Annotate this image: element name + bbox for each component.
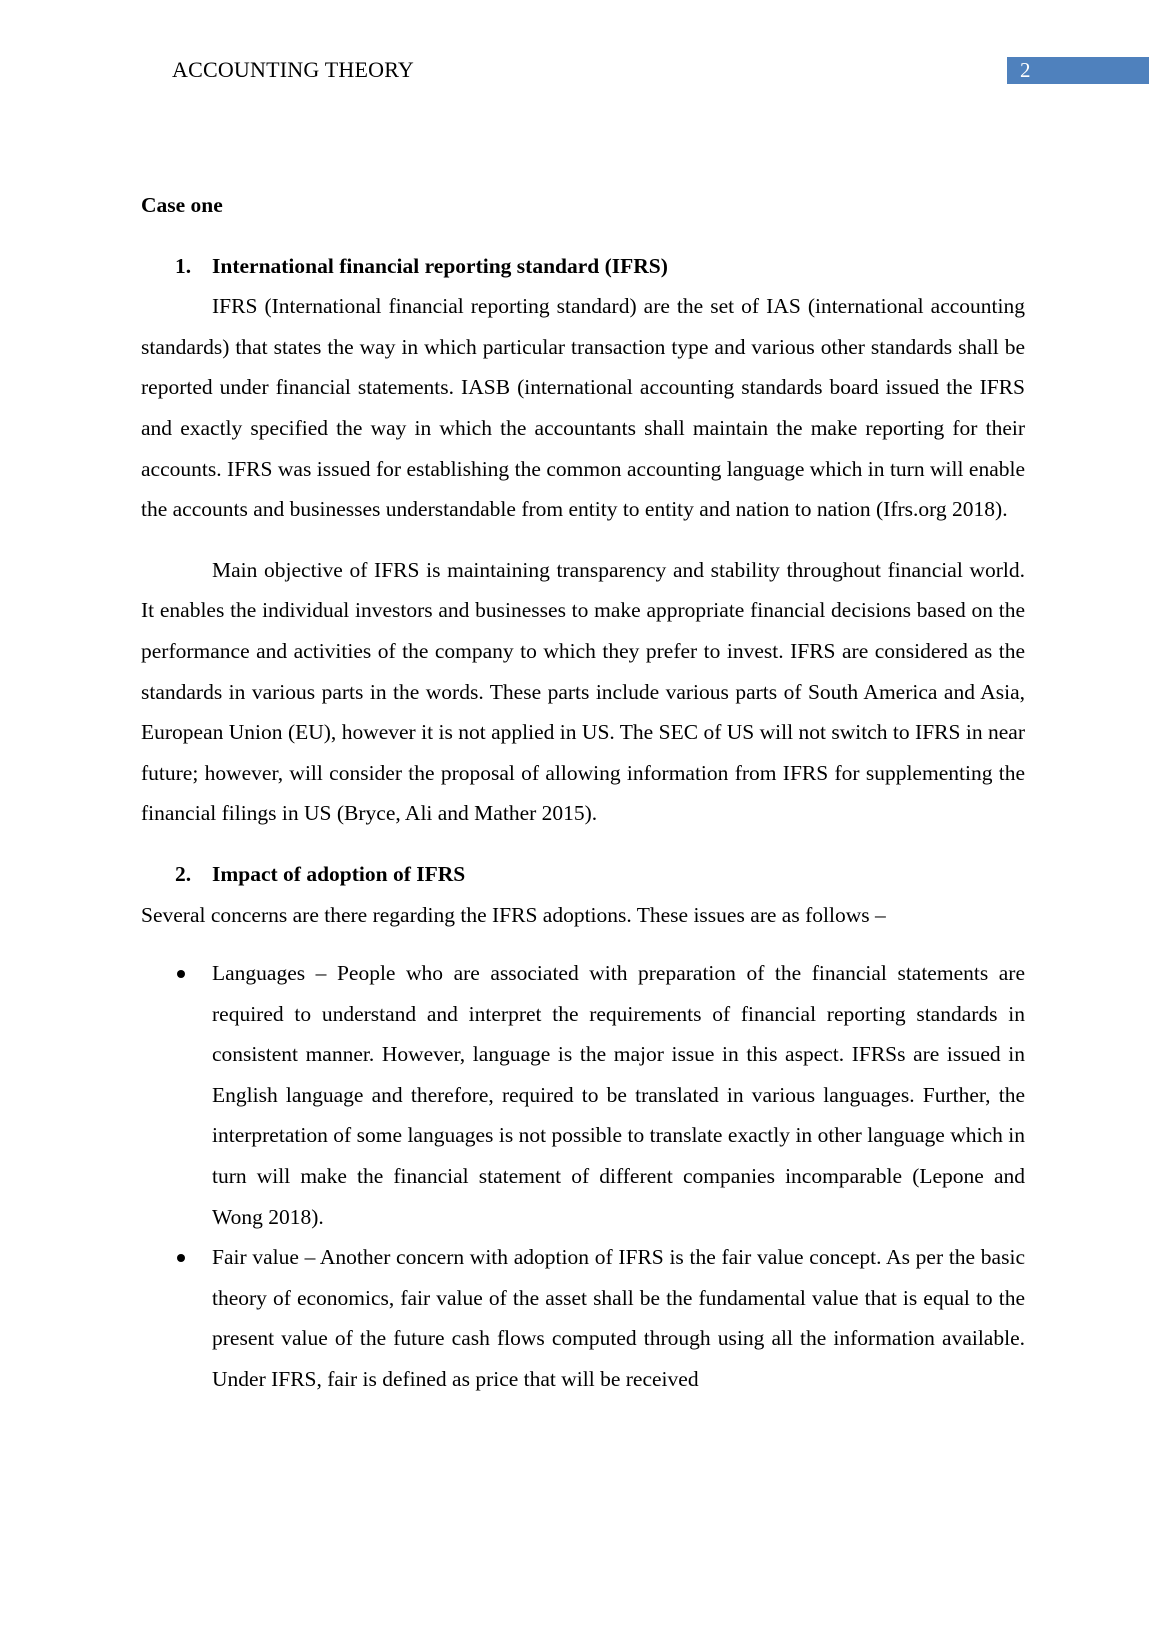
- list-item-languages: [141, 953, 1025, 1237]
- section-title: International financial reporting standard (IFRS): [212, 253, 668, 278]
- paragraph-concerns-intro: Several concerns are there regarding the IFRS adoptions. These issues are as follows –: [141, 902, 886, 927]
- section-number: 1.: [175, 253, 192, 278]
- section-title: Impact of adoption of IFRS: [212, 861, 466, 886]
- section-heading-2: [141, 854, 1025, 895]
- list-item-text: Fair value – Another concern with adoption of IFRS is the fair value concept. As per the basic theory of economics, fair value of the asset shall be the fundamental value that is equal to the present value of the future cash flows computed through using all the information available. Under IFRS, fair is defined as price that will be received: [212, 1245, 1025, 1392]
- paragraph-ifrs-objective: Main objective of IFRS is maintaining transparency and stability throughout financial world. It enables the individual investors and businesses to make appropriate financial decisions based on the performance and activities of the company to which they prefer to invest. IFRS are considered as the standards in various parts in the words. These parts include various parts of South America and Asia, European Union (EU), however it is not applied in US. The SEC of US will not switch to IFRS in near future; however, will consider the proposal of allowing information from IFRS for supplementing the financial filings in US (Bryce, Ali and Mather 2015).: [141, 557, 1025, 826]
- case-heading: Case one: [141, 193, 223, 217]
- bullet-icon: [177, 1254, 185, 1262]
- concerns-list: [141, 953, 1025, 1400]
- page-number: 2: [1007, 57, 1149, 84]
- list-item-text: Languages – People who are associated with preparation of the financial statements are required to understand and interpret the requirements of financial reporting standards in consistent manner. However, language is the major issue in this aspect. IFRSs are issued in English language and therefore, required to be translated in various languages. Further, the interpretation of some languages is not possible to translate exactly in other language which in turn will make the financial statement of different companies incomparable (Lepone and Wong 2018).: [212, 961, 1025, 1229]
- section-heading-1: [141, 246, 1025, 287]
- paragraph-ifrs-definition: IFRS (International financial reporting standard) are the set of IAS (international accounting standards) that states the way in which particular transaction type and various other standards shall be reported under financial statements. IASB (international accounting standards board issued the IFRS and exactly specified the way in which the accountants shall maintain the make reporting for their accounts. IFRS was issued for establishing the common accounting language which in turn will enable the accounts and businesses understandable from entity to entity and nation to nation (Ifrs.org 2018).: [141, 294, 1025, 522]
- document-body: [141, 185, 1025, 1400]
- running-head-title: ACCOUNTING THEORY: [172, 57, 414, 82]
- section-number: 2.: [175, 861, 192, 886]
- list-item-fair-value: [141, 1237, 1025, 1399]
- bullet-icon: [177, 970, 185, 978]
